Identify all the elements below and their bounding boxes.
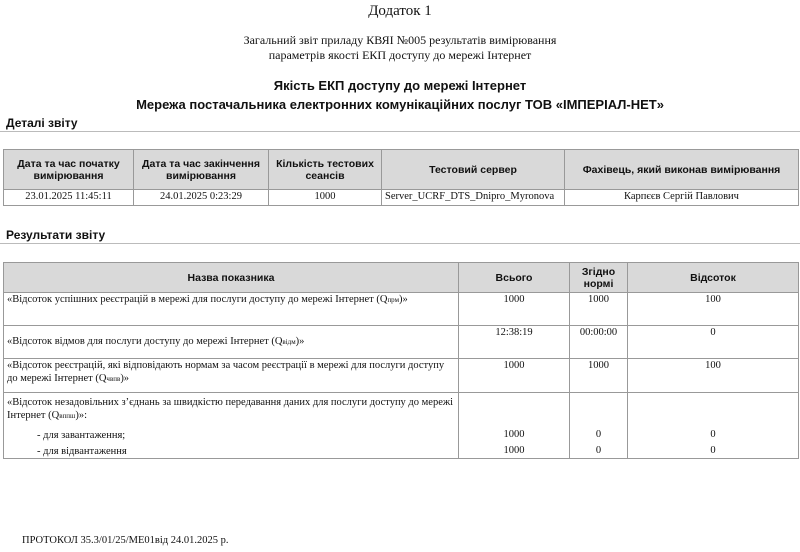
upload-percent: 0 xyxy=(710,445,716,456)
sessions-value: 1000 xyxy=(269,190,382,206)
results-row xyxy=(4,293,799,326)
indicator-subscript: вппш xyxy=(59,412,76,420)
results-row xyxy=(4,393,799,459)
indicator-text: «Відсоток відмов для послуги доступу до мережі Інтернет (Q xyxy=(7,336,283,347)
total-value: 12:38:19 xyxy=(459,326,570,359)
subtitle-line-1: Загальний звіт приладу КВЯІ №005 результатів вимірювання xyxy=(243,33,557,47)
indicator-text: «Відсоток реєстрацій, які відповідають нормам за часом реєстрації в мережі для послуги доступу до мережі Інтернет (Q xyxy=(7,360,445,384)
indicator-name xyxy=(4,326,459,359)
col-specialist: Фахівець, який виконав вимірювання xyxy=(565,150,799,190)
total-value xyxy=(459,393,570,459)
percent-value xyxy=(628,393,799,459)
indicator-suffix: )»: xyxy=(75,410,88,421)
server-value: Server_UCRF_DTS_Dnipro_Myronova xyxy=(382,190,565,206)
details-section-title: Деталі звіту xyxy=(6,116,78,130)
norm-value: 1000 xyxy=(570,293,628,326)
norm-value: 00:00:00 xyxy=(570,326,628,359)
specialist-value: Карпєєв Сергій Павлович xyxy=(565,190,799,206)
indicator-subscript: відм xyxy=(282,338,296,346)
download-percent: 0 xyxy=(710,429,716,440)
col-sessions: Кількість тестових сеансів xyxy=(269,150,382,190)
results-row xyxy=(4,359,799,393)
protocol-footer: ПРОТОКОЛ 35.3/01/25/МЕ01від 24.01.2025 р. xyxy=(22,535,229,546)
indicator-subscript: прм xyxy=(387,296,400,304)
col-end-date: Дата та час закінчення вимірювання xyxy=(134,150,269,190)
details-table xyxy=(3,149,799,206)
network-title: Мережа постачальника електронних комунікаційних послуг ТОВ «ІМПЕРІАЛ-НЕТ» xyxy=(136,97,664,112)
results-divider xyxy=(0,243,800,244)
report-subtitle xyxy=(0,33,800,63)
col-norm: Згідно нормі xyxy=(570,263,628,293)
total-value: 1000 xyxy=(459,359,570,393)
indicator-name xyxy=(4,393,459,459)
appendix-label: Додаток 1 xyxy=(368,3,432,19)
col-start-date: Дата та час початку вимірювання xyxy=(4,150,134,190)
col-server: Тестовий сервер xyxy=(382,150,565,190)
indicator-text: «Відсоток незадовільних з’єднань за швидкістю передавання даних для послуги доступу до мережі Інтернет (Q xyxy=(7,397,454,421)
percent-value: 100 xyxy=(628,359,799,393)
results-section-title: Результати звіту xyxy=(6,228,106,242)
upload-norm: 0 xyxy=(595,445,602,456)
results-table xyxy=(3,262,799,459)
total-value: 1000 xyxy=(459,293,570,326)
end-date-value: 24.01.2025 0:23:29 xyxy=(134,190,269,206)
indicator-name xyxy=(4,293,459,326)
col-percent: Відсоток xyxy=(628,263,799,293)
subline-upload-label: - для відвантаження xyxy=(37,446,127,457)
start-date-value: 23.01.2025 11:45:11 xyxy=(4,190,134,206)
subline-download-label: - для завантаження; xyxy=(37,430,126,441)
indicator-subscript: чвпв xyxy=(106,375,121,383)
indicator-name xyxy=(4,359,459,393)
indicator-suffix: )» xyxy=(399,294,408,305)
indicator-suffix: )» xyxy=(120,373,130,384)
results-header-row xyxy=(4,263,799,293)
results-row xyxy=(4,326,799,359)
details-header-row xyxy=(4,150,799,190)
download-norm: 0 xyxy=(595,429,602,440)
subtitle-line-2: параметрів якості ЕКП доступу до мережі Інтернет xyxy=(268,48,532,62)
norm-value: 1000 xyxy=(570,359,628,393)
norm-value xyxy=(570,393,628,459)
download-total: 1000 xyxy=(503,429,525,440)
details-data-row xyxy=(4,190,799,206)
col-indicator-name: Назва показника xyxy=(4,263,459,293)
upload-total: 1000 xyxy=(503,445,525,456)
percent-value: 100 xyxy=(628,293,799,326)
indicator-suffix: )» xyxy=(295,336,305,347)
percent-value: 0 xyxy=(628,326,799,359)
report-title: Якість ЕКП доступу до мережі Інтернет xyxy=(273,78,527,93)
col-total: Всього xyxy=(459,263,570,293)
indicator-text: «Відсоток успішних реєстрацій в мережі для послуги доступу до мережі Інтернет (Q xyxy=(7,294,388,305)
details-divider xyxy=(0,131,800,132)
